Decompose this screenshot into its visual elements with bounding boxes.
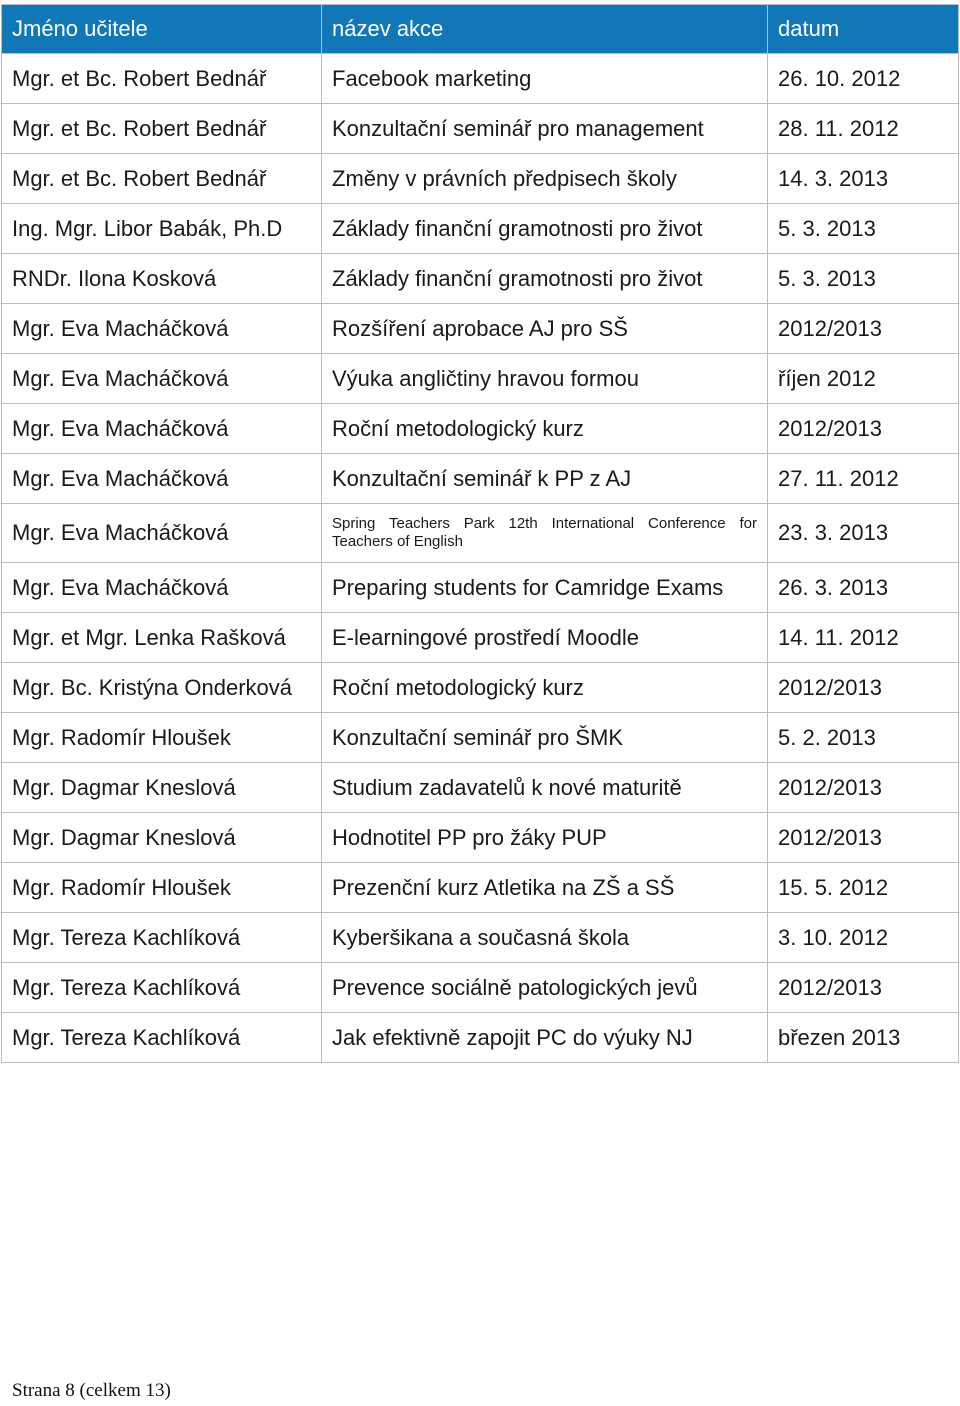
event-cell: Výuka angličtiny hravou formou [322, 354, 768, 404]
teacher-cell: Mgr. Tereza Kachlíková [2, 963, 322, 1013]
event-cell: Změny v právních předpisech školy [322, 154, 768, 204]
table-row [2, 504, 959, 563]
training-table [1, 4, 959, 1063]
event-cell: Kyberšikana a současná škola [322, 913, 768, 963]
table-row [2, 663, 959, 713]
event-cell: Konzultační seminář pro management [322, 104, 768, 154]
date-cell: 2012/2013 [768, 813, 959, 863]
teacher-cell: Mgr. Tereza Kachlíková [2, 913, 322, 963]
table-row [2, 713, 959, 763]
table-row [2, 404, 959, 454]
teacher-cell: Mgr. Eva Macháčková [2, 354, 322, 404]
teacher-cell: Ing. Mgr. Libor Babák, Ph.D [2, 204, 322, 254]
date-cell: 23. 3. 2013 [768, 504, 959, 563]
teacher-cell: Mgr. et Mgr. Lenka Rašková [2, 613, 322, 663]
table-row [2, 104, 959, 154]
teacher-cell: Mgr. Radomír Hloušek [2, 863, 322, 913]
teacher-cell: Mgr. Eva Macháčková [2, 563, 322, 613]
teacher-cell: Mgr. Eva Macháčková [2, 454, 322, 504]
date-cell: 2012/2013 [768, 304, 959, 354]
date-cell: 14. 3. 2013 [768, 154, 959, 204]
teacher-cell: Mgr. et Bc. Robert Bednář [2, 104, 322, 154]
event-cell: Konzultační seminář pro ŠMK [322, 713, 768, 763]
event-cell: Facebook marketing [322, 54, 768, 104]
teacher-cell: Mgr. et Bc. Robert Bednář [2, 154, 322, 204]
teacher-cell: Mgr. Eva Macháčková [2, 304, 322, 354]
table-row [2, 1013, 959, 1063]
table-row [2, 204, 959, 254]
date-cell: 2012/2013 [768, 404, 959, 454]
event-cell: Preparing students for Camridge Exams [322, 563, 768, 613]
date-cell: 5. 3. 2013 [768, 254, 959, 304]
event-line: Teachers of English [332, 533, 463, 550]
event-cell: Studium zadavatelů k nové maturitě [322, 763, 768, 813]
table-row [2, 963, 959, 1013]
table-header-row [2, 5, 959, 54]
header-event: název akce [322, 5, 768, 54]
page-number-footer: Strana 8 (celkem 13) [12, 1380, 171, 1401]
teacher-cell: Mgr. et Bc. Robert Bednář [2, 54, 322, 104]
header-date: datum [768, 5, 959, 54]
date-cell: 26. 3. 2013 [768, 563, 959, 613]
teacher-cell: Mgr. Eva Macháčková [2, 404, 322, 454]
event-cell: Prezenční kurz Atletika na ZŠ a SŠ [322, 863, 768, 913]
event-cell [322, 504, 768, 563]
event-cell: Roční metodologický kurz [322, 404, 768, 454]
event-cell: Roční metodologický kurz [322, 663, 768, 713]
event-cell: Jak efektivně zapojit PC do výuky NJ [322, 1013, 768, 1063]
event-line: Spring Teachers Park 12th International Conference for [332, 515, 757, 532]
table-row [2, 613, 959, 663]
teacher-cell: RNDr. Ilona Kosková [2, 254, 322, 304]
date-cell: 2012/2013 [768, 763, 959, 813]
table-row [2, 563, 959, 613]
table-row [2, 254, 959, 304]
date-cell: 2012/2013 [768, 663, 959, 713]
teacher-cell: Mgr. Radomír Hloušek [2, 713, 322, 763]
date-cell: 5. 3. 2013 [768, 204, 959, 254]
event-cell: Základy finanční gramotnosti pro život [322, 204, 768, 254]
table-row [2, 354, 959, 404]
event-cell: Hodnotitel PP pro žáky PUP [322, 813, 768, 863]
table-row [2, 154, 959, 204]
table-row [2, 304, 959, 354]
table-row [2, 54, 959, 104]
event-cell: Prevence sociálně patologických jevů [322, 963, 768, 1013]
date-cell: 27. 11. 2012 [768, 454, 959, 504]
date-cell: 2012/2013 [768, 963, 959, 1013]
teacher-cell: Mgr. Dagmar Kneslová [2, 813, 322, 863]
teacher-cell: Mgr. Dagmar Kneslová [2, 763, 322, 813]
table-row [2, 913, 959, 963]
date-cell: 3. 10. 2012 [768, 913, 959, 963]
teacher-cell: Mgr. Eva Macháčková [2, 504, 322, 563]
table-row [2, 813, 959, 863]
date-cell: říjen 2012 [768, 354, 959, 404]
date-cell: 26. 10. 2012 [768, 54, 959, 104]
date-cell: 28. 11. 2012 [768, 104, 959, 154]
event-cell: Rozšíření aprobace AJ pro SŠ [322, 304, 768, 354]
table-row [2, 454, 959, 504]
table-row [2, 763, 959, 813]
event-cell: Konzultační seminář k PP z AJ [322, 454, 768, 504]
teacher-cell: Mgr. Tereza Kachlíková [2, 1013, 322, 1063]
date-cell: 15. 5. 2012 [768, 863, 959, 913]
teacher-cell: Mgr. Bc. Kristýna Onderková [2, 663, 322, 713]
date-cell: březen 2013 [768, 1013, 959, 1063]
event-cell: Základy finanční gramotnosti pro život [322, 254, 768, 304]
date-cell: 5. 2. 2013 [768, 713, 959, 763]
date-cell: 14. 11. 2012 [768, 613, 959, 663]
header-teacher: Jméno učitele [2, 5, 322, 54]
event-cell: E-learningové prostředí Moodle [322, 613, 768, 663]
table-row [2, 863, 959, 913]
